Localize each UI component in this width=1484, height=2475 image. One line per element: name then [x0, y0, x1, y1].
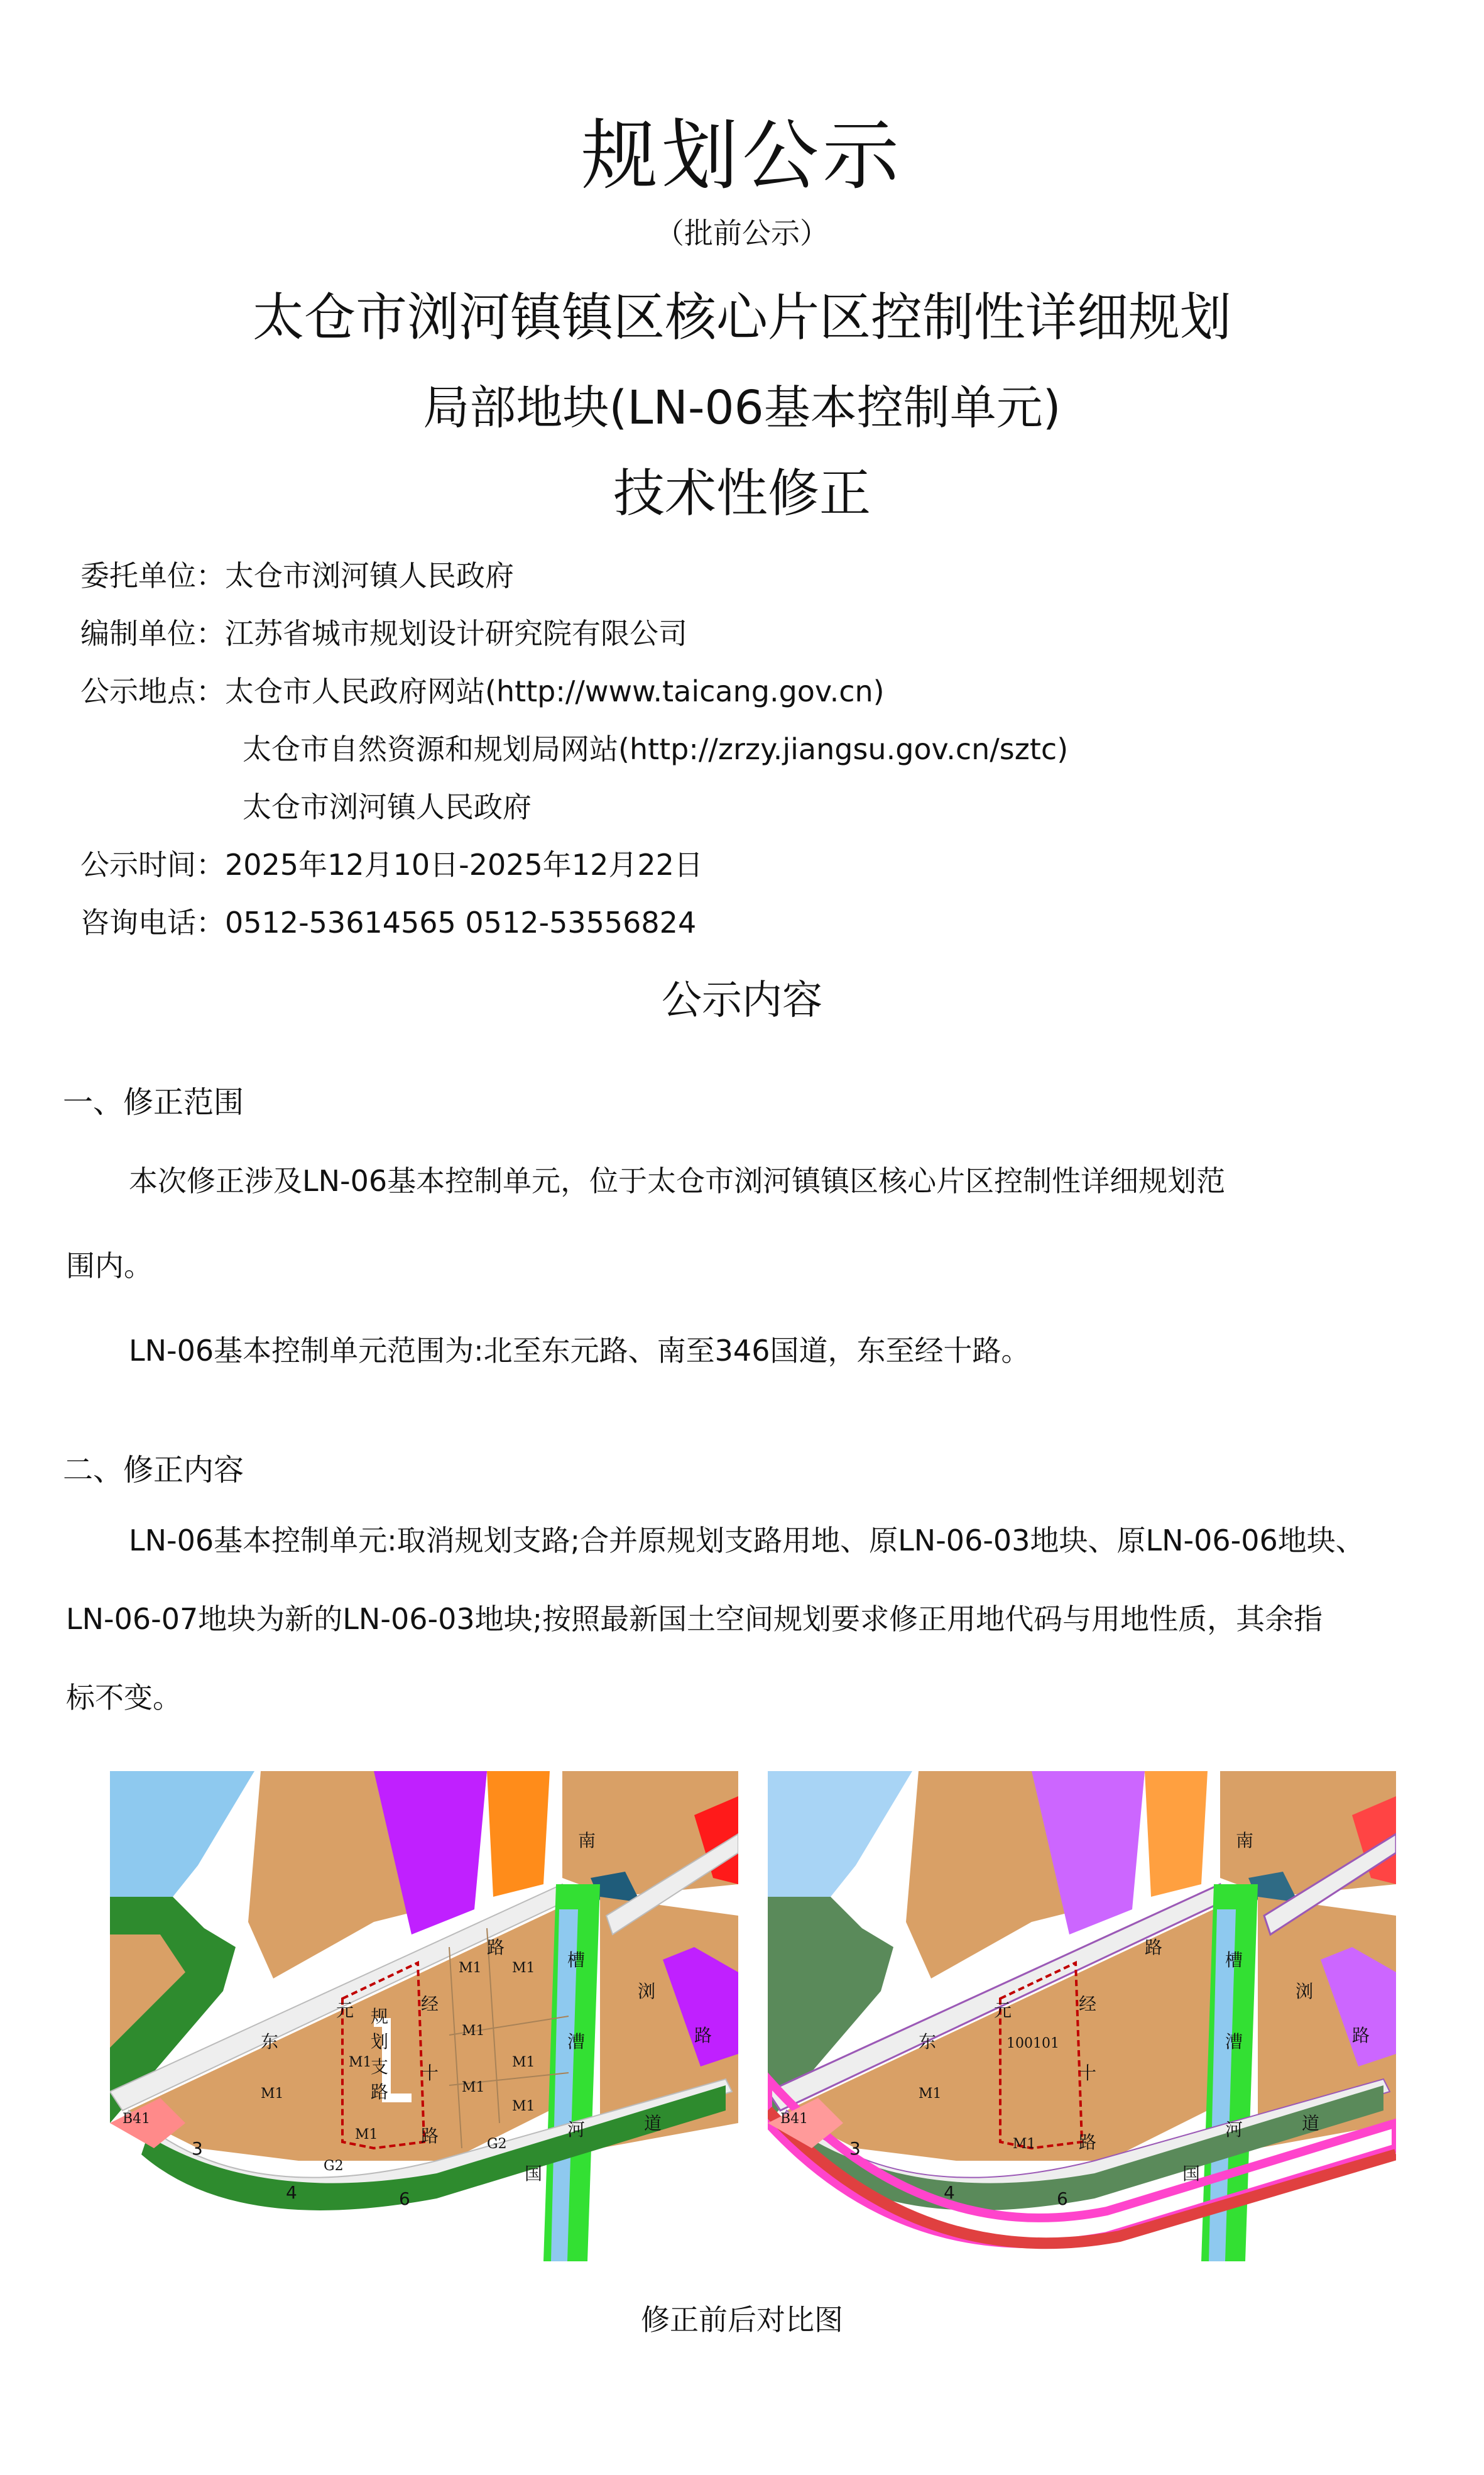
map-before-label-m1-i: M1 — [355, 2127, 378, 2143]
map-after-label-m1-b: M1 — [1013, 2136, 1036, 2152]
project-title-line2: 局部地块(LN-06基本控制单元) — [423, 381, 1061, 435]
map-after-road-dong: 东 — [919, 2031, 937, 2052]
map-before-road-dong: 东 — [261, 2031, 279, 2052]
map-after-svg — [768, 1771, 1396, 2261]
map-after-label-b41: B41 — [780, 2111, 809, 2127]
phone-row — [80, 900, 696, 941]
map-before-num-4: 4 — [286, 2182, 297, 2203]
map-after-road-liu: 浏 — [1296, 1981, 1314, 2002]
map-after-jing-lu: 路 — [1079, 2132, 1097, 2153]
location-value-3: 太仓市浏河镇人民政府 — [243, 790, 532, 824]
section2-line1: LN-06基本控制单元:取消规划支路;合并原规划支路用地、原LN-06-03地块、原LN-06-06地块、 — [129, 1523, 1365, 1557]
editor-value: 江苏省城市规划设计研究院有限公司 — [225, 617, 687, 650]
map-before-river-he: 河 — [567, 2119, 586, 2140]
map-after-label-m1-a: M1 — [919, 2086, 942, 2102]
phone-label: 咨询电话： — [80, 906, 225, 940]
map-before-num-3: 3 — [192, 2138, 203, 2159]
map-after-num-3: 3 — [849, 2138, 861, 2159]
map-after-jing: 经 — [1079, 1994, 1097, 2014]
map-before-zhilu-1: 规 — [371, 2006, 389, 2027]
map-after-river-cao1: 槽 — [1225, 1950, 1243, 1970]
map-before-label-g2-a: G2 — [324, 2158, 344, 2174]
editor-row — [80, 611, 687, 652]
client-value: 太仓市浏河镇人民政府 — [225, 559, 514, 593]
map-after-num-4: 4 — [944, 2182, 955, 2203]
map-after-parcel-code: 100101 — [1007, 2036, 1059, 2051]
map-before-shi: 十 — [421, 2063, 439, 2083]
map-before — [110, 1771, 738, 2261]
time-value: 2025年12月10日-2025年12月22日 — [225, 848, 703, 882]
editor-label: 编制单位： — [80, 617, 225, 650]
map-before-num-6: 6 — [399, 2188, 410, 2209]
map-after-road-yuan: 元 — [994, 2000, 1012, 2021]
map-before-zhilu-4: 路 — [371, 2082, 389, 2102]
location-row — [80, 669, 885, 710]
map-after-dao: 道 — [1302, 2113, 1320, 2134]
map-before-jing-lu: 路 — [421, 2126, 439, 2146]
map-before-label-m1-c: M1 — [459, 1960, 482, 1976]
figure-caption: 修正前后对比图 — [641, 2303, 843, 2337]
map-after-num-6: 6 — [1057, 2188, 1068, 2209]
map-before-label-m1-b: M1 — [349, 2055, 372, 2070]
map-before-svg — [110, 1771, 738, 2261]
section1-para1-line1: 本次修正涉及LN-06基本控制单元，位于太仓市浏河镇镇区核心片区控制性详细规划范 — [129, 1164, 1226, 1198]
project-title-line1: 太仓市浏河镇镇区核心片区控制性详细规划 — [252, 288, 1231, 348]
map-after — [768, 1771, 1396, 2261]
map-before-dao: 道 — [644, 2113, 662, 2134]
phone-value: 0512-53614565 0512-53556824 — [225, 906, 697, 940]
section2-line2: LN-06-07地块为新的LN-06-03地块;按照最新国土空间规划要求修正用地代码与用地性质，其余指 — [66, 1602, 1323, 1636]
section2-heading: 二、修正内容 — [63, 1452, 244, 1488]
client-row — [80, 553, 514, 595]
map-before-road-liu: 浏 — [638, 1981, 656, 2002]
section1-para1-line2: 围内。 — [66, 1249, 153, 1283]
section1-heading: 一、修正范围 — [63, 1085, 244, 1120]
map-after-road-liu-lu: 路 — [1352, 2025, 1370, 2046]
time-label: 公示时间： — [80, 848, 225, 882]
location-label: 公示地点： — [80, 674, 225, 708]
map-before-label-g2-b: G2 — [487, 2136, 507, 2152]
map-before-label-m1-f: M1 — [512, 2055, 535, 2070]
map-before-label-m1-g: M1 — [462, 2080, 485, 2095]
orange-block — [487, 1771, 550, 1897]
map-before-label-b41: B41 — [123, 2111, 151, 2127]
map-before-zhilu-2: 划 — [371, 2031, 389, 2052]
location-value-2: 太仓市自然资源和规划局网站(http://zrzy.jiangsu.gov.cn/sztc) — [243, 732, 1069, 766]
project-title-line3: 技术性修正 — [613, 464, 871, 524]
map-before-road-liu-lu: 路 — [694, 2025, 712, 2046]
map-before-label-m1-e: M1 — [462, 2023, 485, 2039]
map-after-river-he: 河 — [1225, 2119, 1243, 2140]
content-heading: 公示内容 — [662, 977, 822, 1024]
map-before-guo: 国 — [525, 2163, 543, 2184]
client-label: 委托单位： — [80, 559, 225, 593]
map-before-label-m1-h: M1 — [512, 2099, 535, 2114]
location-value-1: 太仓市人民政府网站(http://www.taicang.gov.cn) — [225, 674, 885, 708]
map-before-river-cao2: 漕 — [567, 2031, 586, 2052]
map-before-road-lu: 路 — [487, 1937, 505, 1958]
map-before-road-yuan: 元 — [336, 2000, 354, 2021]
page-subtitle: （批前公示） — [655, 216, 829, 250]
map-before-jing: 经 — [421, 1994, 439, 2014]
section2-line3: 标不变。 — [66, 1681, 182, 1715]
section1-para2: LN-06基本控制单元范围为:北至东元路、南至346国道，东至经十路。 — [129, 1334, 1030, 1368]
page-title: 规划公示 — [581, 111, 903, 200]
map-after-road-nan: 南 — [1236, 1830, 1254, 1851]
map-after-river-cao2: 漕 — [1225, 2031, 1243, 2052]
map-after-road-lu: 路 — [1145, 1937, 1163, 1958]
map-after-shi: 十 — [1079, 2063, 1097, 2083]
map-after-guo: 国 — [1182, 2163, 1201, 2184]
map-before-label-m1-a: M1 — [261, 2086, 284, 2102]
time-row — [80, 842, 703, 884]
map-before-road-nan: 南 — [578, 1830, 596, 1851]
map-before-label-m1-d: M1 — [512, 1960, 535, 1976]
map-before-river-cao1: 槽 — [567, 1950, 586, 1970]
map-before-zhilu-3: 支 — [371, 2056, 389, 2077]
